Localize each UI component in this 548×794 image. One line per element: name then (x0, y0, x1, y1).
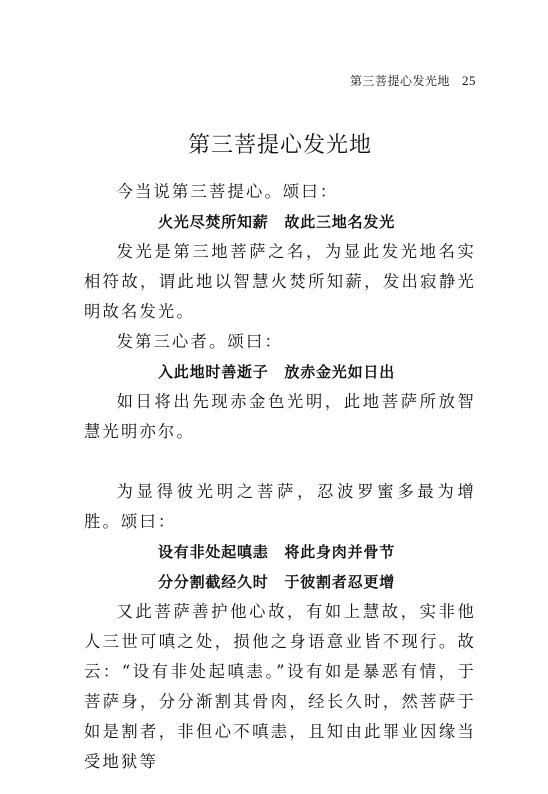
paragraph-3: 为显得彼光明之菩萨，忍波罗蜜多最为增胜。颂曰： (84, 482, 476, 531)
verse-3b: 分分割截经久时 于彼割者忍更增 (158, 573, 396, 591)
paragraph-2: 如日将出先现赤金色光明，此地菩萨所放智慧光明亦尔。 (84, 392, 476, 441)
page-number: 25 (462, 73, 476, 88)
running-header (0, 72, 476, 89)
verse-2: 入此地时善逝子 放赤金光如日出 (158, 363, 396, 381)
intro-line: 今当说第三菩提心。颂曰： (116, 182, 339, 201)
verse-3a: 设有非处起嗔恚 将此身肉并骨节 (158, 543, 396, 561)
paragraph-4: 又此菩萨善护他心故，有如上慧故，实非他人三世可嗔之处，损他之身语意业皆不现行。故云：“设有非处起嗔恚。”设有如是暴恶有情，于菩萨身，分分渐割其骨肉，经长久时，然菩萨于如是割者，非但心不嗔恚，且知由此罪业因缘当受地狱等 (84, 602, 476, 771)
paragraph-1: 发光是第三地菩萨之名，为显此发光地名实相符故，谓此地以智慧火焚所知薪，发出寂静光明故名发光。 (84, 242, 476, 321)
chapter-title: 第三菩提心发光地 (187, 133, 372, 158)
running-header-title: 第三菩提心发光地 (349, 74, 450, 88)
paragraph-gap (84, 447, 476, 477)
verse-1: 火光尽焚所知薪 故此三地名发光 (158, 213, 396, 231)
page-body (84, 128, 476, 777)
intro-line-2: 发第三心者。颂曰： (116, 332, 283, 351)
